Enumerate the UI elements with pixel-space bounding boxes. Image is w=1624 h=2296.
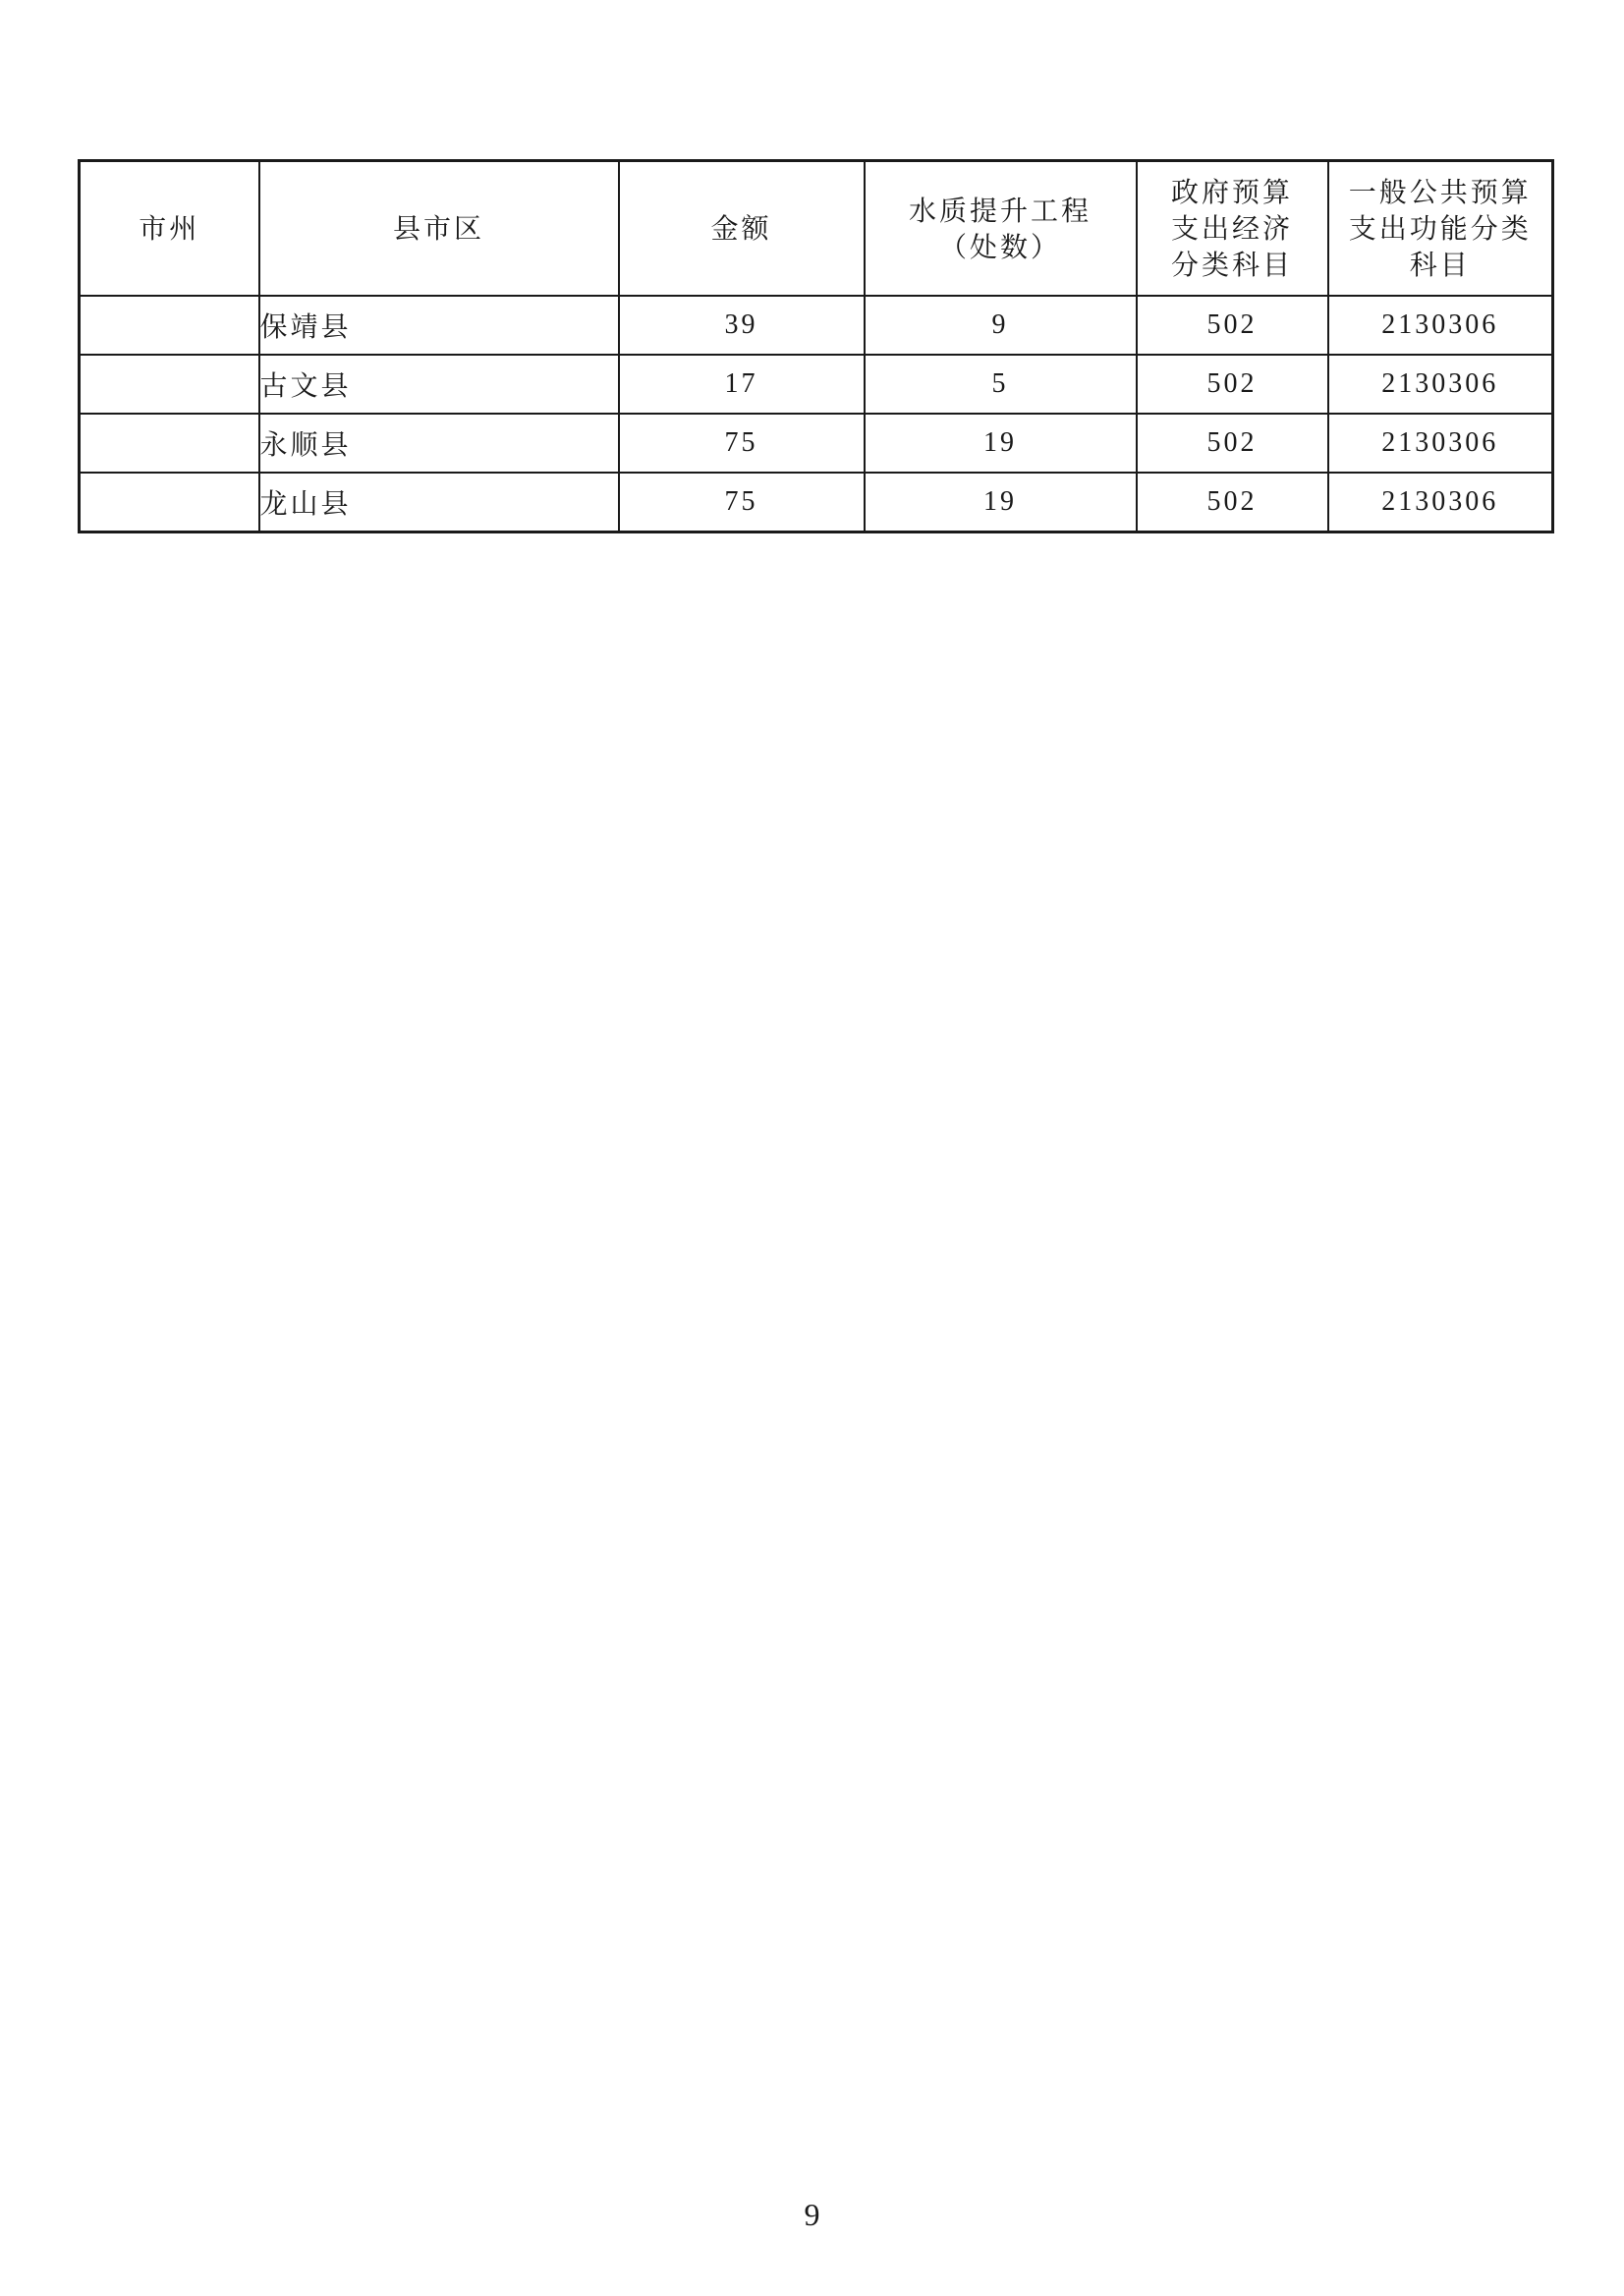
cell-economic-code: 502 [1137, 414, 1328, 473]
cell-county: 保靖县 [259, 296, 619, 355]
header-amount: 金额 [619, 161, 865, 297]
cell-city [80, 296, 259, 355]
cell-city [80, 355, 259, 414]
cell-amount: 75 [619, 414, 865, 473]
cell-city [80, 414, 259, 473]
cell-county: 古文县 [259, 355, 619, 414]
cell-project-count: 9 [865, 296, 1137, 355]
header-county-district: 县市区 [259, 161, 619, 297]
cell-city [80, 473, 259, 532]
cell-project-count: 19 [865, 473, 1137, 532]
cell-amount: 39 [619, 296, 865, 355]
cell-county: 永顺县 [259, 414, 619, 473]
header-city-prefecture: 市州 [80, 161, 259, 297]
cell-economic-code: 502 [1137, 296, 1328, 355]
table-row [80, 473, 1553, 532]
cell-economic-code: 502 [1137, 355, 1328, 414]
table-row [80, 355, 1553, 414]
cell-county: 龙山县 [259, 473, 619, 532]
cell-functional-code: 2130306 [1328, 414, 1553, 473]
table-row [80, 296, 1553, 355]
table-row [80, 414, 1553, 473]
cell-functional-code: 2130306 [1328, 473, 1553, 532]
cell-project-count: 19 [865, 414, 1137, 473]
cell-functional-code: 2130306 [1328, 355, 1553, 414]
cell-amount: 75 [619, 473, 865, 532]
funding-allocation-table [78, 159, 1554, 533]
cell-amount: 17 [619, 355, 865, 414]
cell-economic-code: 502 [1137, 473, 1328, 532]
cell-functional-code: 2130306 [1328, 296, 1553, 355]
header-water-quality-projects: 水质提升工程 （处数） [865, 161, 1137, 297]
page-number: 9 [804, 2197, 820, 2232]
cell-project-count: 5 [865, 355, 1137, 414]
table-header-row [80, 161, 1553, 297]
header-economic-classification: 政府预算 支出经济 分类科目 [1137, 161, 1328, 297]
header-functional-classification: 一般公共预算 支出功能分类 科目 [1328, 161, 1553, 297]
